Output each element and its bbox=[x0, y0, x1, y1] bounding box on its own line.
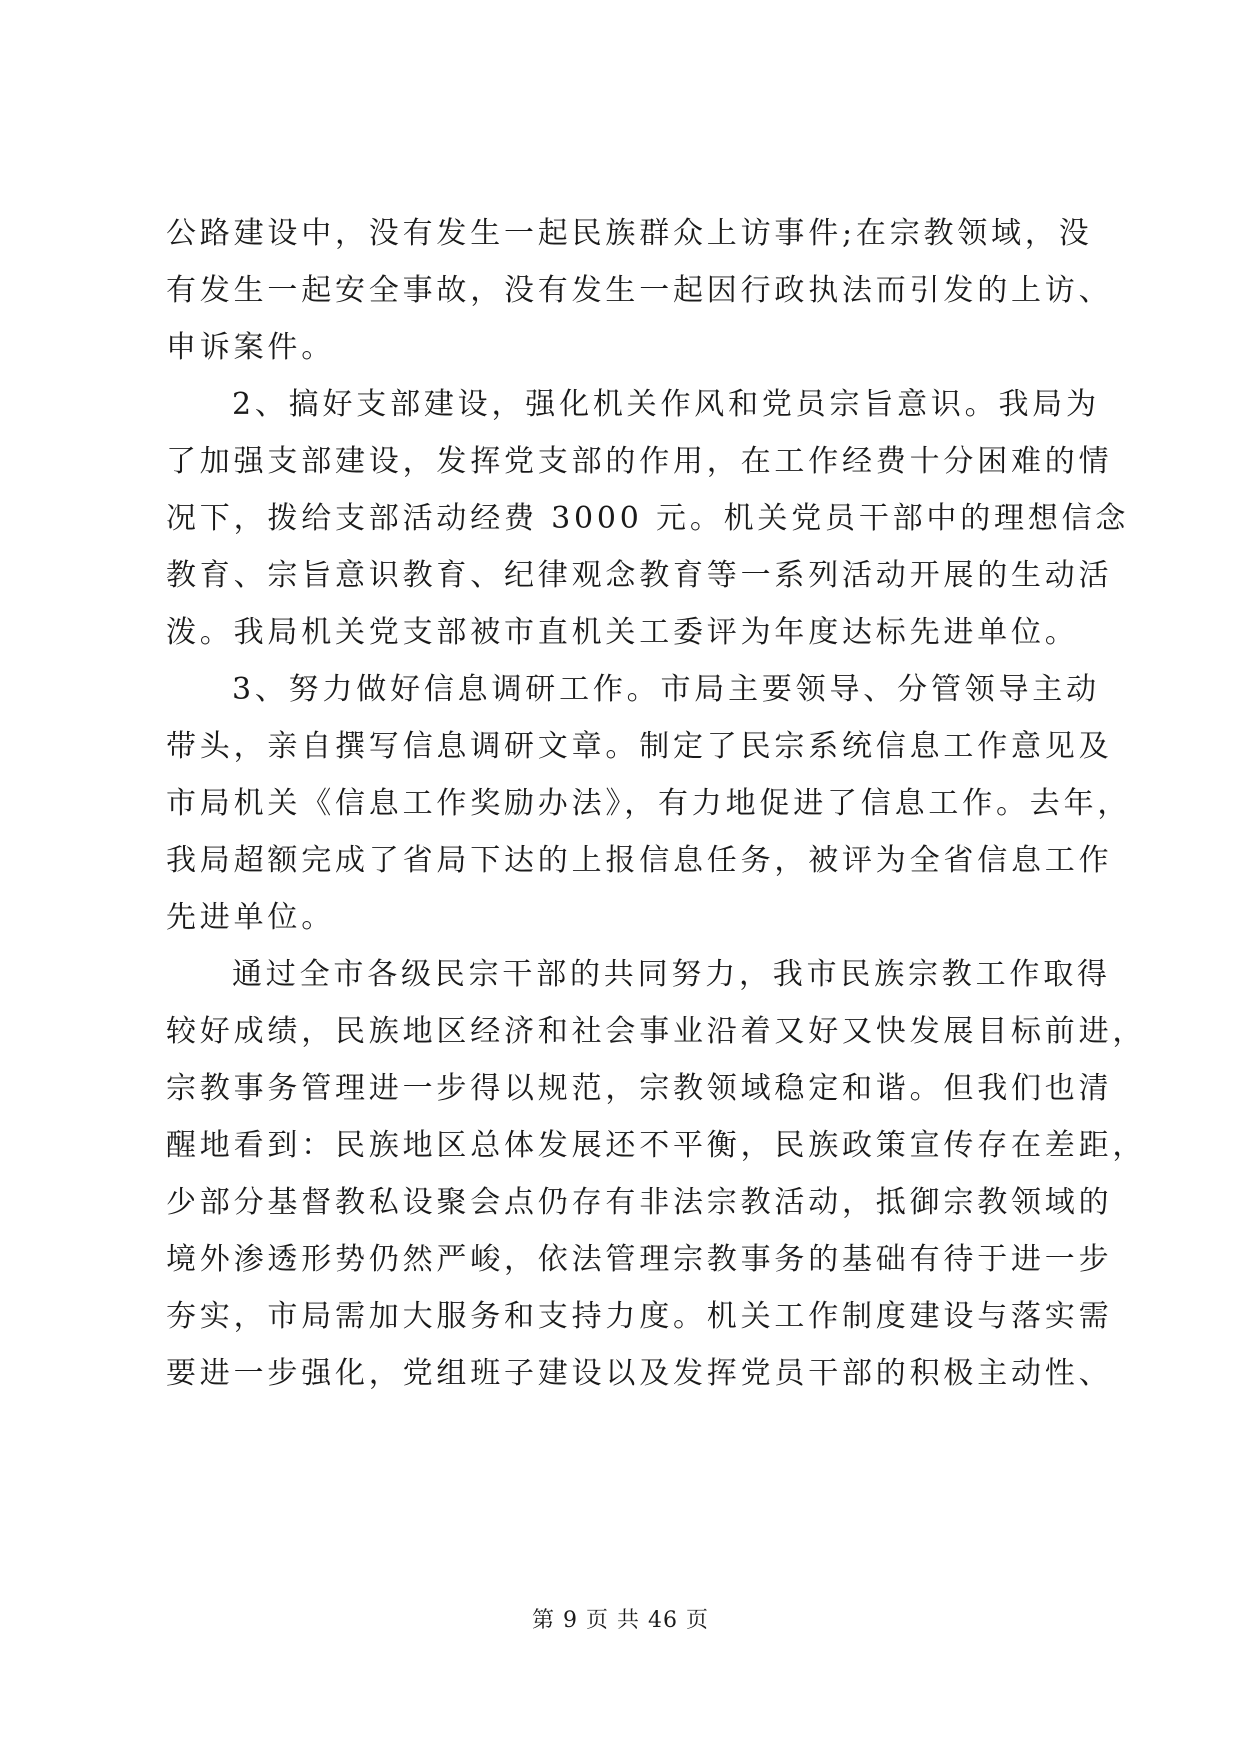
text-line: 夯实，市局需加大服务和支持力度。机关工作制度建设与落实需 bbox=[166, 1299, 1113, 1334]
text-line: 先进单位。 bbox=[166, 900, 335, 935]
text-line: 了加强支部建设，发挥党支部的作用，在工作经费十分困难的情 bbox=[166, 444, 1113, 479]
text-line: 公路建设中，没有发生一起民族群众上访事件;在宗教领域，没 bbox=[166, 216, 1093, 251]
text-line: 带头，亲自撰写信息调研文章。制定了民宗系统信息工作意见及 bbox=[166, 729, 1113, 764]
text-line: 市局机关《信息工作奖励办法》，有力地促进了信息工作。去年， bbox=[166, 786, 1132, 821]
text-line: 宗教事务管理进一步得以规范，宗教领域稳定和谐。但我们也清 bbox=[166, 1071, 1113, 1106]
text-line: 我局超额完成了省局下达的上报信息任务，被评为全省信息工作 bbox=[166, 843, 1113, 878]
text-line: 2、搞好支部建设，强化机关作风和党员宗旨意识。我局为 bbox=[232, 387, 1100, 422]
text-line: 泼。我局机关党支部被市直机关工委评为年度达标先进单位。 bbox=[166, 615, 1079, 650]
text-line: 3、努力做好信息调研工作。市局主要领导、分管领导主动 bbox=[232, 672, 1100, 707]
page-number-footer: 第 9 页 共 46 页 bbox=[532, 1608, 709, 1633]
text-line: 少部分基督教私设聚会点仍存有非法宗教活动，抵御宗教领域的 bbox=[166, 1185, 1113, 1220]
text-line: 通过全市各级民宗干部的共同努力，我市民族宗教工作取得 bbox=[232, 957, 1111, 992]
text-line: 教育、宗旨意识教育、纪律观念教育等一系列活动开展的生动活 bbox=[166, 558, 1113, 593]
text-line: 醒地看到：民族地区总体发展还不平衡，民族政策宣传存在差距， bbox=[166, 1128, 1147, 1163]
text-line: 有发生一起安全事故，没有发生一起因行政执法而引发的上访、 bbox=[166, 273, 1113, 308]
text-line: 要进一步强化，党组班子建设以及发挥党员干部的积极主动性、 bbox=[166, 1356, 1113, 1391]
text-line: 较好成绩，民族地区经济和社会事业沿着又好又快发展目标前进， bbox=[166, 1014, 1147, 1049]
text-line: 申诉案件。 bbox=[166, 330, 335, 365]
text-line: 况下，拨给支部活动经费 3000 元。机关党员干部中的理想信念 bbox=[166, 501, 1130, 536]
text-line: 境外渗透形势仍然严峻，依法管理宗教事务的基础有待于进一步 bbox=[166, 1242, 1113, 1277]
